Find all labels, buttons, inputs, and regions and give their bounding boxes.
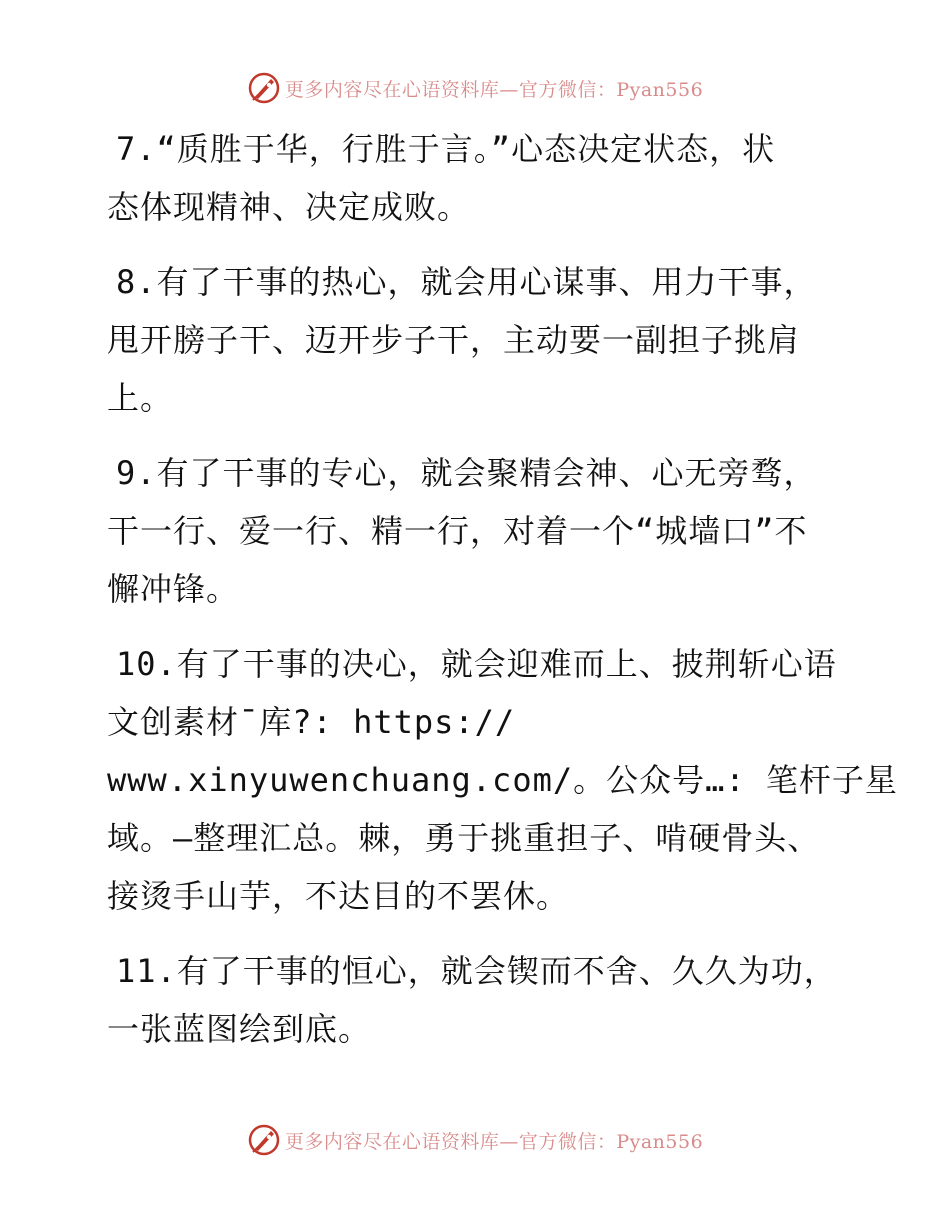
text-line: 上。 [107, 379, 174, 417]
text-line: www.xinyuwenchuang.com/。公众号…: 笔杆子星 [107, 761, 898, 799]
header-banner [0, 68, 950, 108]
text-line: 干一行、爱一行、精一行，对着一个“城墙口”不 [107, 512, 808, 550]
document-body [98, 120, 898, 1075]
quill-logo-icon [247, 1123, 281, 1157]
text-line: 8.有了干事的热心，就会用心谋事、用力干事， [116, 263, 817, 301]
paragraph-10 [98, 635, 898, 925]
paragraph-9 [98, 444, 858, 618]
footer-banner [0, 1120, 950, 1160]
text-line: 态体现精神、决定成败。 [107, 188, 471, 226]
text-line: 甩开膀子干、迈开步子干，主动要一副担子挑肩 [107, 321, 801, 359]
footer-banner-text: 更多内容尽在心语资料库—官方微信：Pyan556 [284, 1130, 704, 1153]
text-line: 7.“质胜于华，行胜于言。”心态决定状态，状 [116, 130, 776, 168]
text-line: 一张蓝图绘到底。 [107, 1010, 372, 1048]
paragraph-7 [98, 120, 858, 236]
text-line: 域。—整理汇总。棘，勇于挑重担子、啃硬骨头、 [107, 819, 821, 857]
text-line: 接烫手山芋，不达目的不罢休。 [107, 877, 570, 915]
text-line: 10.有了干事的决心，就会迎难而上、披荆斩心语 [116, 645, 837, 683]
header-banner-text: 更多内容尽在心语资料库—官方微信：Pyan556 [284, 78, 704, 101]
paragraph-8 [98, 253, 858, 427]
text-line: 懈冲锋。 [107, 570, 240, 608]
paragraph-11 [98, 942, 858, 1058]
text-line: 文创素材¯库?: https:// [107, 703, 516, 741]
text-line: 9.有了干事的专心，就会聚精会神、心无旁骛， [116, 454, 817, 492]
text-line: 11.有了干事的恒心，就会锲而不舍、久久为功， [116, 952, 837, 990]
quill-logo-icon [247, 71, 281, 105]
